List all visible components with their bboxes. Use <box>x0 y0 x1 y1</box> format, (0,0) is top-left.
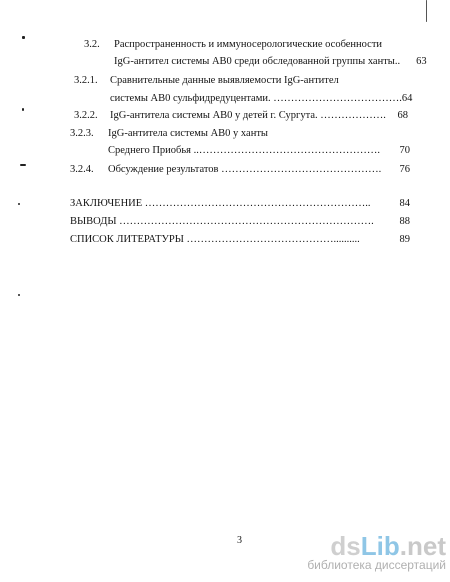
watermark-subtitle: библиотека диссертаций <box>307 558 446 572</box>
toc-entry-title: ЗАКЛЮЧЕНИЕ ……………………………………………………….. <box>70 198 371 209</box>
scan-mark <box>18 294 20 296</box>
toc-entry-title: СПИСОК ЛИТЕРАТУРЫ …………………………………….......... <box>70 234 360 245</box>
scan-mark <box>20 164 26 166</box>
scan-mark <box>18 203 20 205</box>
dslib-logo: dsLib.net <box>330 531 446 561</box>
toc-entry-page: 88 <box>399 216 410 227</box>
toc-entry-title: IgG-антител системы АВ0 среди обследованной группы ханты.. <box>114 56 401 67</box>
toc-entry-title: Среднего Приобья ..……………………………………………. <box>108 145 380 156</box>
toc-entry-title: системы АВ0 сульфидредуцентами. ………………………………. <box>110 93 402 104</box>
toc-entry-title: IgG-антитела системы АВ0 у ханты <box>108 128 268 139</box>
toc-entry-number: 3.2.1. <box>74 75 98 86</box>
toc-entry <box>74 75 374 87</box>
toc-entry-page: 68 <box>397 110 408 121</box>
toc-entry <box>70 128 370 140</box>
toc-entry <box>108 145 410 157</box>
toc-entry-page: 64 <box>401 93 413 104</box>
toc-entry-page: 63 <box>416 56 427 67</box>
toc-entry <box>70 234 410 246</box>
scan-edge <box>426 0 427 22</box>
toc-entry <box>70 164 410 176</box>
toc-entry-title: Сравнительные данные выявляемости IgG-антител <box>110 75 339 86</box>
toc-entry <box>84 39 384 51</box>
scan-mark <box>22 108 24 111</box>
toc-entry-number: 3.2.3. <box>70 128 94 139</box>
toc-entry-title: ВЫВОДЫ ………………………………………………………………. <box>70 216 374 227</box>
watermark[interactable] <box>307 532 446 572</box>
toc-entry <box>74 110 408 122</box>
toc-entry <box>70 198 410 210</box>
toc-entry <box>70 216 410 228</box>
toc-entry <box>110 93 413 105</box>
toc-entry-number: 3.2. <box>84 39 100 50</box>
toc-entry-number: 3.2.2. <box>74 110 98 121</box>
toc-entry-title: Обсуждение результатов ………………………………………. <box>108 164 382 175</box>
toc-entry-title: Распространенность и иммуносерологические особенности <box>114 39 383 50</box>
toc-entry-page: 84 <box>399 198 410 209</box>
toc-entry-page: 70 <box>399 145 410 156</box>
toc-entry <box>114 56 427 68</box>
toc-entry-title: IgG-антитела системы АВ0 у детей г. Сургута. ………………. <box>110 110 386 121</box>
page-number: 3 <box>237 535 242 546</box>
scan-mark <box>22 36 25 39</box>
toc-entry-page: 89 <box>399 234 410 245</box>
toc-entry-number: 3.2.4. <box>70 164 94 175</box>
toc-entry-page: 76 <box>399 164 410 175</box>
